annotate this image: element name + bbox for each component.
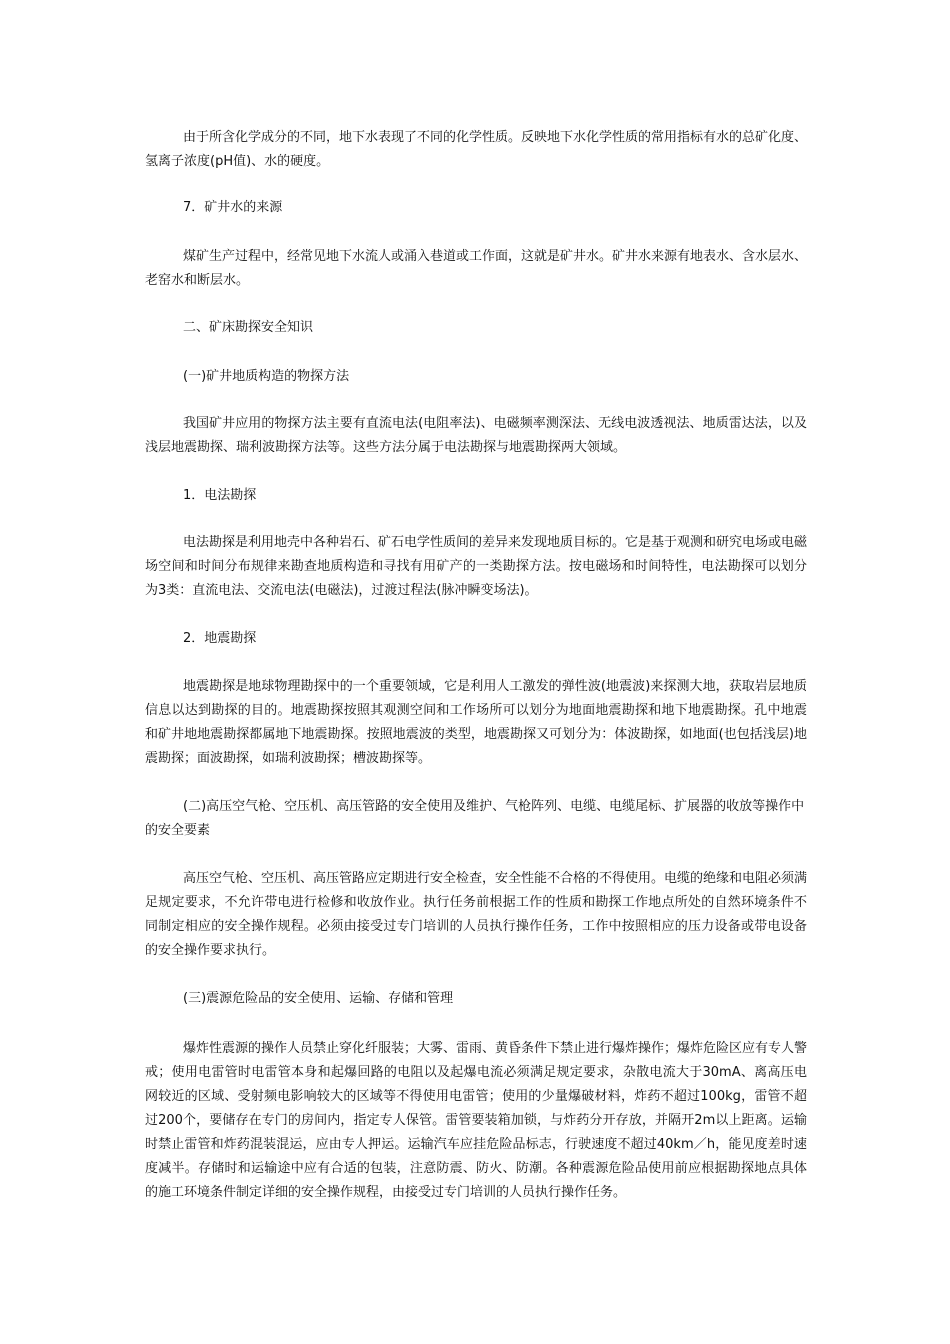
heading-seismic-prospecting: 2．地震勘探 <box>183 631 257 646</box>
heading-high-pressure-equipment: (二)高压空气枪、空压机、高压管路的安全使用及维护、气枪阵列、电缆、电缆尾标、扩展器的收放等操作中的安全要素 <box>145 799 805 838</box>
heading-geophysical-methods: (一)矿井地质构造的物探方法 <box>183 369 350 384</box>
paragraph-groundwater-chemistry: 由于所含化学成分的不同，地下水表现了不同的化学性质。反映地下水化学性质的常用指标有水的总矿化度、氢离子浓度(pH值)、水的硬度。 <box>145 130 808 169</box>
paragraph-high-pressure-equipment: 高压空气枪、空压机、高压管路应定期进行安全检查，安全性能不合格的不得使用。电缆的绝缘和电阻必须满足规定要求，不允许带电进行检修和收放作业。执行任务前根据工作的性质和勘探工作地点所处的自然环境条件不同制定相应的安全操作规程。必须由接受过专门培训的人员执行操作任务，工作中按照相应的压力设备或带电设备的安全操作要求执行。 <box>145 871 808 958</box>
paragraph-seismic-prospecting: 地震勘探是地球物理勘探中的一个重要领域，它是利用人工激发的弹性波(地震波)来探测大地，获取岩层地质信息以达到勘探的目的。地震勘探按照其观测空间和工作场所可以划分为地面地震勘探和地下地震勘探。孔中地震和矿井地地震勘探都属地下地震勘探。按照地震波的类型，地震勘探又可划分为：体波勘探，如地面(也包括浅层)地震勘探；面波勘探，如瑞利波勘探；槽波勘探等。 <box>145 679 807 766</box>
heading-hazardous-materials: (三)震源危险品的安全使用、运输、存储和管理 <box>183 991 454 1006</box>
paragraph-hazardous-materials: 爆炸性震源的操作人员禁止穿化纤服装；大雾、雷雨、黄昏条件下禁止进行爆炸操作；爆炸危险区应有专人警戒；使用电雷管时电雷管本身和起爆回路的电阻以及起爆电流必须满足规定要求，杂散电流大于30mA、离高压电网较近的区域、受射频电影响较大的区域等不得使用电雷管；使用的少量爆破材料，炸药不超过100kg，雷管不超过200个，要储存在专门的房间内，指定专人保管。雷管要装箱加锁，与炸药分开存放，并隔开2m以上距离。运输时禁止雷管和炸药混装混运，应由专人押运。运输汽车应挂危险品标志，行驶速度不超过40km／h，能见度差时速度减半。存储时和运输途中应有合适的包装，注意防震、防火、防潮。各种震源危险品使用前应根据勘探地点具体的施工环境条件制定详细的安全操作规程，由接受过专门培训的人员执行操作任务。 <box>145 1041 808 1200</box>
paragraph-geophysical-methods: 我国矿井应用的物探方法主要有直流电法(电阻率法)、电磁频率测深法、无线电波透视法、地质雷达法，以及浅层地震勘探、瑞利波勘探方法等。这些方法分属于电法勘探与地震勘探两大领域。 <box>145 416 807 455</box>
paragraph-mine-water: 煤矿生产过程中，经常见地下水流人或涌入巷道或工作面，这就是矿井水。矿井水来源有地表水、含水层水、老窑水和断层水。 <box>145 249 808 288</box>
heading-mine-water-source: 7．矿井水的来源 <box>183 200 283 215</box>
heading-exploration-safety: 二、矿床勘探安全知识 <box>183 320 314 335</box>
paragraph-electrical-prospecting: 电法勘探是利用地壳中各种岩石、矿石电学性质间的差异来发现地质目标的。它是基于观测和研究电场或电磁场空间和时间分布规律来勘查地质构造和寻找有用矿产的一类勘探方法。按电磁场和时间特性，电法勘探可以划分为3类：直流电法、交流电法(电磁法)，过渡过程法(脉冲瞬变场法)。 <box>145 535 808 598</box>
heading-electrical-prospecting: 1．电法勘探 <box>183 488 257 503</box>
